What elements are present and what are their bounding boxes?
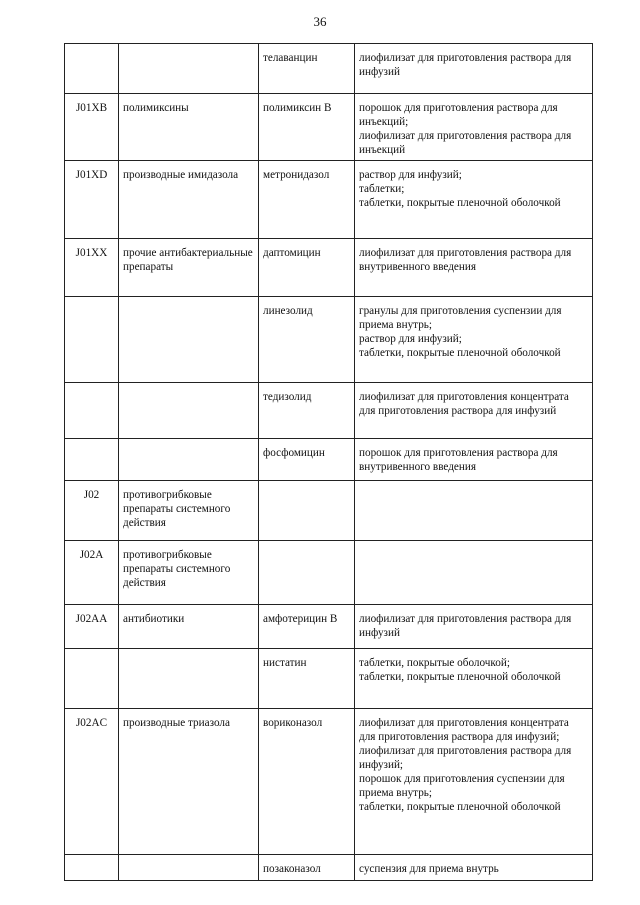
dosage-form-line: лиофилизат для приготовления раствора для инфузий bbox=[359, 613, 572, 639]
atc-code-cell: J02AA bbox=[65, 605, 119, 649]
dosage-form-cell bbox=[355, 605, 593, 649]
atc-code-cell bbox=[65, 649, 119, 709]
dosage-form-line: таблетки, покрытые пленочной оболочкой bbox=[359, 347, 561, 359]
group-cell bbox=[119, 297, 259, 383]
table-row bbox=[65, 94, 593, 161]
drug-table bbox=[64, 43, 593, 881]
dosage-form-line: порошок для приготовления раствора для внутривенного введения bbox=[359, 447, 558, 473]
atc-code-cell: J01XD bbox=[65, 161, 119, 239]
group-cell: прочие антибактериальные препараты bbox=[119, 239, 259, 297]
dosage-form-line: суспензия для приема внутрь bbox=[359, 863, 499, 875]
group-cell: противогрибковые препараты системного действия bbox=[119, 541, 259, 605]
dosage-form-line: таблетки, покрытые пленочной оболочкой bbox=[359, 197, 561, 209]
dosage-form-cell bbox=[355, 439, 593, 481]
dosage-form-cell bbox=[355, 383, 593, 439]
dosage-form-cell bbox=[355, 481, 593, 541]
drug-name-cell: полимиксин B bbox=[259, 94, 355, 161]
dosage-form-cell bbox=[355, 855, 593, 881]
dosage-form-cell bbox=[355, 709, 593, 855]
dosage-form-line: раствор для инфузий; bbox=[359, 333, 462, 345]
dosage-form-line: порошок для приготовления раствора для инъекций; bbox=[359, 102, 558, 128]
drug-name-cell: вориконазол bbox=[259, 709, 355, 855]
atc-code-cell: J01XB bbox=[65, 94, 119, 161]
table-row bbox=[65, 709, 593, 855]
table-body bbox=[65, 44, 593, 881]
page-number: 36 bbox=[313, 14, 327, 29]
dosage-form-line: таблетки, покрытые пленочной оболочкой bbox=[359, 671, 561, 683]
group-cell bbox=[119, 855, 259, 881]
dosage-form-cell bbox=[355, 161, 593, 239]
dosage-form-line: порошок для приготовления суспензии для приема внутрь; bbox=[359, 773, 565, 799]
atc-code-cell bbox=[65, 439, 119, 481]
dosage-form-line: лиофилизат для приготовления раствора для внутривенного введения bbox=[359, 247, 572, 273]
drug-name-cell bbox=[259, 481, 355, 541]
table-row bbox=[65, 44, 593, 94]
dosage-form-cell bbox=[355, 649, 593, 709]
atc-code-cell bbox=[65, 44, 119, 94]
dosage-form-line: лиофилизат для приготовления концентрата для приготовления раствора для инфузий; bbox=[359, 717, 569, 743]
group-cell: производные триазола bbox=[119, 709, 259, 855]
drug-name-cell bbox=[259, 541, 355, 605]
table-row bbox=[65, 541, 593, 605]
dosage-form-cell bbox=[355, 94, 593, 161]
dosage-form-line: таблетки, покрытые оболочкой; bbox=[359, 657, 510, 669]
atc-code-cell: J02A bbox=[65, 541, 119, 605]
drug-name-cell: тедизолид bbox=[259, 383, 355, 439]
atc-code-cell: J02AC bbox=[65, 709, 119, 855]
group-cell: производные имидазола bbox=[119, 161, 259, 239]
dosage-form-line: раствор для инфузий; bbox=[359, 169, 462, 181]
drug-name-cell: амфотерицин B bbox=[259, 605, 355, 649]
drug-name-cell: даптомицин bbox=[259, 239, 355, 297]
drug-name-cell: линезолид bbox=[259, 297, 355, 383]
dosage-form-line: лиофилизат для приготовления раствора для инфузий bbox=[359, 52, 572, 78]
group-cell: антибиотики bbox=[119, 605, 259, 649]
table-row bbox=[65, 239, 593, 297]
table-row bbox=[65, 297, 593, 383]
atc-code-cell bbox=[65, 855, 119, 881]
dosage-form-line: таблетки, покрытые пленочной оболочкой bbox=[359, 801, 561, 813]
dosage-form-cell bbox=[355, 44, 593, 94]
drug-name-cell: метронидазол bbox=[259, 161, 355, 239]
atc-code-cell: J02 bbox=[65, 481, 119, 541]
drug-name-cell: фосфомицин bbox=[259, 439, 355, 481]
group-cell bbox=[119, 439, 259, 481]
atc-code-cell bbox=[65, 297, 119, 383]
table-row bbox=[65, 439, 593, 481]
atc-code-cell bbox=[65, 383, 119, 439]
dosage-form-line: лиофилизат для приготовления концентрата для приготовления раствора для инфузий bbox=[359, 391, 569, 417]
table-row bbox=[65, 383, 593, 439]
drug-name-cell: телаванцин bbox=[259, 44, 355, 94]
table-row bbox=[65, 161, 593, 239]
group-cell bbox=[119, 383, 259, 439]
table-row bbox=[65, 481, 593, 541]
table-row bbox=[65, 605, 593, 649]
drug-name-cell: позаконазол bbox=[259, 855, 355, 881]
atc-code-cell: J01XX bbox=[65, 239, 119, 297]
table-row bbox=[65, 649, 593, 709]
drug-name-cell: нистатин bbox=[259, 649, 355, 709]
group-cell bbox=[119, 649, 259, 709]
dosage-form-line: таблетки; bbox=[359, 183, 405, 195]
group-cell: полимиксины bbox=[119, 94, 259, 161]
dosage-form-line: гранулы для приготовления суспензии для приема внутрь; bbox=[359, 305, 562, 331]
dosage-form-line: лиофилизат для приготовления раствора для инфузий; bbox=[359, 745, 572, 771]
dosage-form-cell bbox=[355, 297, 593, 383]
table-row bbox=[65, 855, 593, 881]
group-cell: противогрибковые препараты системного действия bbox=[119, 481, 259, 541]
dosage-form-line: лиофилизат для приготовления раствора для инъекций bbox=[359, 130, 572, 156]
dosage-form-cell bbox=[355, 541, 593, 605]
dosage-form-cell bbox=[355, 239, 593, 297]
group-cell bbox=[119, 44, 259, 94]
